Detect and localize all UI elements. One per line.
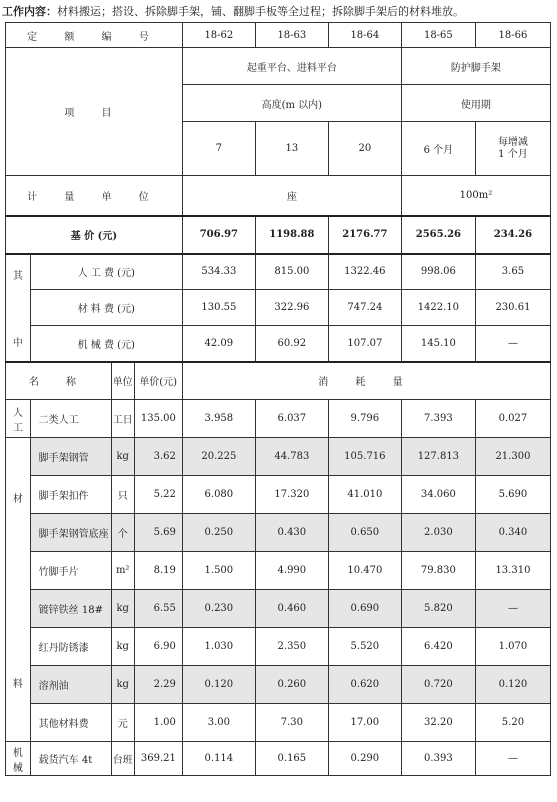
consumption-value: 10.470 [328, 552, 401, 590]
resource-price: 5.69 [134, 514, 182, 552]
consumption-value: 0.027 [475, 400, 550, 438]
material-row [6, 590, 551, 628]
material-row [6, 704, 551, 742]
material-row [6, 552, 551, 590]
cost-label: 材 料 费 (元) [30, 290, 182, 326]
cost-value: 534.33 [182, 254, 255, 290]
consumption-value: — [475, 590, 550, 628]
consumption-value: 34.060 [401, 476, 475, 514]
consumption-value: 2.350 [255, 628, 328, 666]
base-price-value: 234.26 [475, 216, 550, 254]
work-content-text: 材料搬运；搭设、拆除脚手架，铺、翻脚手板等全过程；拆除脚手架后的材料堆放。 [57, 5, 464, 18]
code-cell: 18-62 [182, 23, 255, 48]
res-unit-header: 单位 [111, 362, 134, 400]
consumption-value: 17.320 [255, 476, 328, 514]
base-price-label: 基 价 (元) [6, 216, 183, 254]
resource-price: 2.29 [134, 666, 182, 704]
res-name-header: 名 称 [6, 362, 112, 400]
resource-unit: kg [111, 666, 134, 704]
period-label: 使用期 [401, 85, 550, 122]
cost-label: 机 械 费 (元) [30, 326, 182, 362]
consumption-value: 5.820 [401, 590, 475, 628]
spec-cell: 7 [182, 122, 255, 176]
cost-value: 1422.10 [401, 290, 475, 326]
consumption-value: 0.690 [328, 590, 401, 628]
consumption-value: 5.20 [475, 704, 550, 742]
resource-unit: 只 [111, 476, 134, 514]
consumption-value: 32.20 [401, 704, 475, 742]
work-content [2, 3, 464, 19]
consumption-value: 17.00 [328, 704, 401, 742]
cost-value: 107.07 [328, 326, 401, 362]
resource-unit: kg [111, 628, 134, 666]
consumption-value: 41.010 [328, 476, 401, 514]
consumption-value: 0.230 [182, 590, 255, 628]
machine-category: 机 械 [6, 742, 31, 776]
unit-row [6, 176, 551, 216]
consumption-value: 0.650 [328, 514, 401, 552]
material-category: 材 料 [6, 438, 31, 742]
consumption-value: 79.830 [401, 552, 475, 590]
consumption-value: 7.30 [255, 704, 328, 742]
quota-label: 定 额 编 号 [6, 23, 183, 48]
cost-value: 60.92 [255, 326, 328, 362]
resource-unit: 元 [111, 704, 134, 742]
resource-price: 1.00 [134, 704, 182, 742]
unit-label: 计 量 单 位 [6, 176, 183, 216]
code-cell: 18-64 [328, 23, 401, 48]
consumption-value: 127.813 [401, 438, 475, 476]
consumption-value: 7.393 [401, 400, 475, 438]
cost-value: — [475, 326, 550, 362]
consumption-value: 9.796 [328, 400, 401, 438]
cost-row [6, 254, 551, 290]
consumption-value: 0.393 [401, 742, 475, 776]
code-cell: 18-66 [475, 23, 550, 48]
resource-name: 脚手架钢管 [30, 438, 111, 476]
consumption-value: 44.783 [255, 438, 328, 476]
resource-name: 载货汽车 4t [30, 742, 111, 776]
consumption-value: 1.030 [182, 628, 255, 666]
resource-unit: 台班 [111, 742, 134, 776]
consumption-value: 1.070 [475, 628, 550, 666]
cost-value: 998.06 [401, 254, 475, 290]
consumption-value: 5.520 [328, 628, 401, 666]
cost-value: 42.09 [182, 326, 255, 362]
material-row [6, 628, 551, 666]
qizhong-label: 其 中 [6, 254, 31, 362]
cost-row [6, 326, 551, 362]
consumption-value: 105.716 [328, 438, 401, 476]
spec-cell: 13 [255, 122, 328, 176]
consumption-value: 21.300 [475, 438, 550, 476]
material-row [6, 514, 551, 552]
resource-header-row [6, 362, 551, 400]
consumption-value: 20.225 [182, 438, 255, 476]
consumption-value: 6.420 [401, 628, 475, 666]
resource-name: 脚手架扣件 [30, 476, 111, 514]
consumption-value: 2.030 [401, 514, 475, 552]
consumption-value: 3.00 [182, 704, 255, 742]
height-label: 高度(m 以内) [182, 85, 401, 122]
labor-category: 人 工 [6, 400, 31, 438]
material-row [6, 476, 551, 514]
quota-code-row [6, 23, 551, 48]
res-price-header: 单价(元) [134, 362, 182, 400]
resource-price: 3.62 [134, 438, 182, 476]
resource-unit: kg [111, 590, 134, 628]
group-protective: 防护脚手架 [401, 48, 550, 85]
resource-price: 369.21 [134, 742, 182, 776]
resource-price: 6.90 [134, 628, 182, 666]
quota-table [5, 22, 551, 776]
cost-value: 145.10 [401, 326, 475, 362]
resource-unit: kg [111, 438, 134, 476]
cost-value: 747.24 [328, 290, 401, 326]
consumption-value: 0.114 [182, 742, 255, 776]
resource-price: 6.55 [134, 590, 182, 628]
resource-unit: 工日 [111, 400, 134, 438]
consumption-value: 6.080 [182, 476, 255, 514]
cost-value: 322.96 [255, 290, 328, 326]
resource-price: 135.00 [134, 400, 182, 438]
cost-value: 130.55 [182, 290, 255, 326]
cost-value: 230.61 [475, 290, 550, 326]
consumption-value: 0.120 [475, 666, 550, 704]
spec-cell: 6 个月 [401, 122, 475, 176]
consumption-value: — [475, 742, 550, 776]
labor-row [6, 400, 551, 438]
work-content-label: 工作内容： [2, 5, 57, 18]
consumption-value: 0.340 [475, 514, 550, 552]
consumption-value: 0.290 [328, 742, 401, 776]
base-price-value: 706.97 [182, 216, 255, 254]
res-consumption-header: 消 耗 量 [182, 362, 550, 400]
consumption-value: 3.958 [182, 400, 255, 438]
consumption-value: 0.120 [182, 666, 255, 704]
base-price-value: 2565.26 [401, 216, 475, 254]
consumption-value: 0.165 [255, 742, 328, 776]
code-cell: 18-63 [255, 23, 328, 48]
cost-row [6, 290, 551, 326]
consumption-value: 5.690 [475, 476, 550, 514]
consumption-value: 13.310 [475, 552, 550, 590]
base-price-value: 1198.88 [255, 216, 328, 254]
group-row [6, 48, 551, 85]
resource-name: 竹脚手片 [30, 552, 111, 590]
resource-name: 脚手架钢管底座 [30, 514, 111, 552]
consumption-value: 0.720 [401, 666, 475, 704]
consumption-value: 6.037 [255, 400, 328, 438]
resource-name: 溶剂油 [30, 666, 111, 704]
consumption-value: 0.460 [255, 590, 328, 628]
spec-cell: 每增减 1 个月 [475, 122, 550, 176]
group-platform: 起重平台、进料平台 [182, 48, 401, 85]
resource-name: 二类人工 [30, 400, 111, 438]
consumption-value: 1.500 [182, 552, 255, 590]
item-label: 项 目 [6, 48, 183, 176]
consumption-value: 0.620 [328, 666, 401, 704]
resource-name: 红丹防锈漆 [30, 628, 111, 666]
resource-name: 其他材料费 [30, 704, 111, 742]
spec-cell: 20 [328, 122, 401, 176]
consumption-value: 0.260 [255, 666, 328, 704]
machine-row [6, 742, 551, 776]
material-row [6, 666, 551, 704]
consumption-value: 0.250 [182, 514, 255, 552]
unit-seat: 座 [182, 176, 401, 216]
cost-value: 3.65 [475, 254, 550, 290]
consumption-value: 4.990 [255, 552, 328, 590]
cost-value: 1322.46 [328, 254, 401, 290]
resource-price: 8.19 [134, 552, 182, 590]
unit-area: 100m² [401, 176, 550, 216]
resource-unit: 个 [111, 514, 134, 552]
cost-value: 815.00 [255, 254, 328, 290]
resource-price: 5.22 [134, 476, 182, 514]
base-price-value: 2176.77 [328, 216, 401, 254]
base-price-row [6, 216, 551, 254]
code-cell: 18-65 [401, 23, 475, 48]
material-row [6, 438, 551, 476]
resource-name: 镀锌铁丝 18# [30, 590, 111, 628]
cost-label: 人 工 费 (元) [30, 254, 182, 290]
resource-unit: m² [111, 552, 134, 590]
consumption-value: 0.430 [255, 514, 328, 552]
